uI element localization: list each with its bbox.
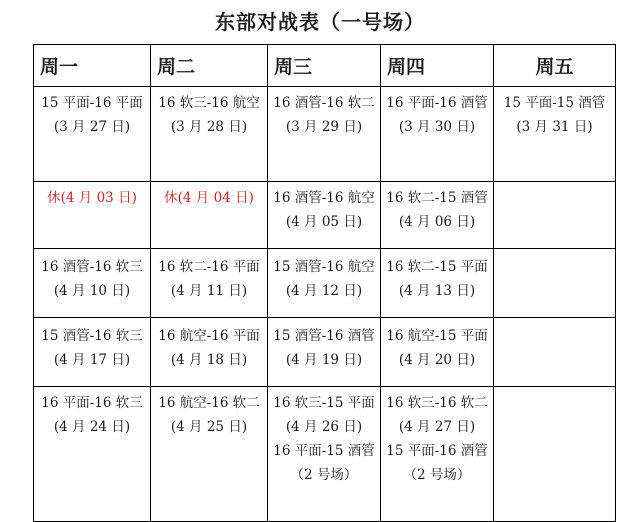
match-teams: 16 航空-16 软二 <box>158 395 260 411</box>
header-friday: 周五 <box>494 45 616 87</box>
schedule-table <box>33 44 616 522</box>
match-teams: 16 航空-15 平面 <box>386 328 488 344</box>
match-cell <box>34 249 151 318</box>
match-teams: 16 软三-15 平面 <box>273 395 375 411</box>
match-teams: 16 酒管-16 软二 <box>273 95 375 111</box>
match-date: (4 月 18 日) <box>170 352 248 368</box>
match-date: (3 月 30 日) <box>398 119 476 135</box>
match-teams: 15 平面-15 酒管 <box>503 95 606 111</box>
match-date: (4 月 27 日) <box>398 419 476 435</box>
field-label: （2 号场） <box>290 467 358 483</box>
rest-day-cell <box>151 182 268 249</box>
match-date: (3 月 29 日) <box>285 119 363 135</box>
match-date: (4 月 20 日) <box>398 352 476 368</box>
match-teams: 16 航空-16 平面 <box>158 328 260 344</box>
match-teams-field-2: 16 平面-15 酒管 <box>273 443 375 459</box>
match-date: (4 月 24 日) <box>53 419 131 435</box>
header-thursday: 周四 <box>381 45 494 87</box>
rest-day-label: 休(4 月 04 日) <box>164 190 254 206</box>
header-row <box>34 45 616 87</box>
match-cell <box>34 318 151 387</box>
match-cell <box>34 387 151 522</box>
match-teams: 16 软二-15 平面 <box>386 259 488 275</box>
page-title: 东部对战表（一号场） <box>215 10 425 34</box>
match-teams: 16 软三-16 软二 <box>386 395 488 411</box>
empty-cell <box>494 182 616 249</box>
week-row <box>34 387 616 522</box>
match-date: (4 月 05 日) <box>285 214 363 230</box>
match-cell <box>151 387 268 522</box>
field-label: （2 号场） <box>403 467 471 483</box>
match-teams: 16 酒管-16 航空 <box>273 190 375 206</box>
match-cell <box>381 387 494 522</box>
header-wednesday: 周三 <box>268 45 381 87</box>
match-cell <box>268 182 381 249</box>
match-teams: 16 软二-16 平面 <box>158 259 260 275</box>
match-cell <box>268 387 381 522</box>
match-teams: 16 软二-15 酒管 <box>386 190 488 206</box>
match-date: (4 月 13 日) <box>398 283 476 299</box>
match-teams-field-2: 15 平面-16 酒管 <box>386 443 488 459</box>
match-cell <box>268 87 381 182</box>
match-cell <box>151 87 268 182</box>
match-date: (3 月 31 日) <box>516 119 593 135</box>
week-row <box>34 182 616 249</box>
match-teams: 16 酒管-16 软三 <box>41 259 143 275</box>
match-cell <box>34 87 151 182</box>
match-date: (4 月 10 日) <box>53 283 131 299</box>
match-cell <box>151 249 268 318</box>
match-teams: 15 酒管-16 酒管 <box>273 328 375 344</box>
header-tuesday: 周二 <box>151 45 268 87</box>
match-date: (3 月 28 日) <box>170 119 248 135</box>
match-date: (4 月 26 日) <box>285 419 363 435</box>
match-cell <box>381 318 494 387</box>
match-teams: 16 软三-16 航空 <box>158 95 260 111</box>
match-cell <box>268 318 381 387</box>
empty-cell <box>494 387 616 522</box>
match-cell <box>151 318 268 387</box>
match-cell <box>494 87 616 182</box>
match-teams: 15 酒管-16 航空 <box>273 259 375 275</box>
rest-day-label: 休(4 月 03 日) <box>47 190 137 206</box>
match-teams: 15 酒管-16 软三 <box>41 328 143 344</box>
match-cell <box>268 249 381 318</box>
match-cell <box>381 182 494 249</box>
match-date: (4 月 17 日) <box>53 352 131 368</box>
match-cell <box>381 249 494 318</box>
match-teams: 16 平面-16 酒管 <box>386 95 488 111</box>
week-row <box>34 87 616 182</box>
match-date: (4 月 12 日) <box>285 283 363 299</box>
match-teams: 15 平面-16 平面 <box>41 95 143 111</box>
match-date: (4 月 25 日) <box>170 419 248 435</box>
match-teams: 16 平面-16 软三 <box>41 395 143 411</box>
match-date: (4 月 06 日) <box>398 214 476 230</box>
match-date: (3 月 27 日) <box>53 119 131 135</box>
week-row <box>34 249 616 318</box>
match-date: (4 月 19 日) <box>285 352 363 368</box>
week-row <box>34 318 616 387</box>
match-date: (4 月 11 日) <box>170 283 248 299</box>
empty-cell <box>494 318 616 387</box>
match-cell <box>381 87 494 182</box>
rest-day-cell <box>34 182 151 249</box>
empty-cell <box>494 249 616 318</box>
header-monday: 周一 <box>34 45 151 87</box>
